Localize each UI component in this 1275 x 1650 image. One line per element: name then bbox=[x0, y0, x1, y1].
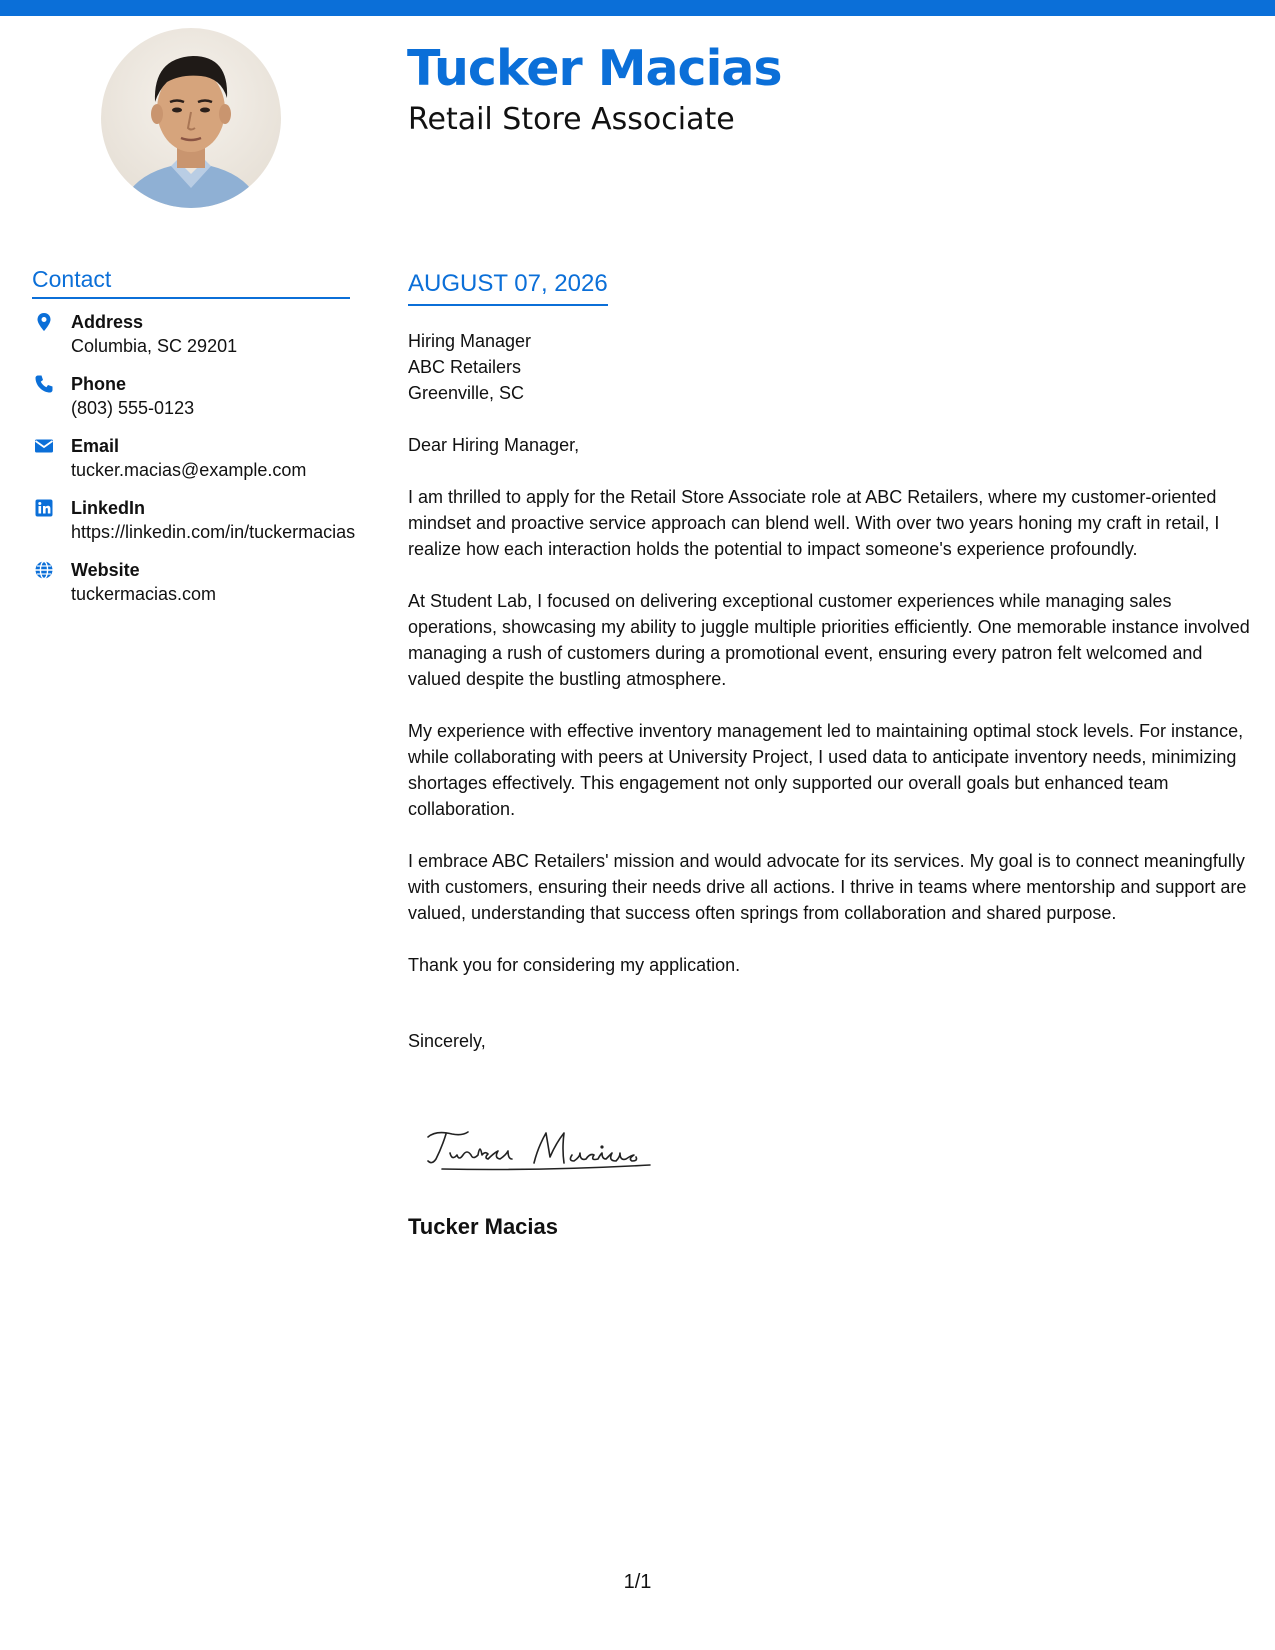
contact-item-address bbox=[32, 310, 362, 358]
website-link[interactable]: tuckermacias.com bbox=[71, 584, 217, 604]
signer-name: Tucker Macias bbox=[408, 1214, 559, 1239]
contact-label: LinkedIn bbox=[71, 498, 146, 518]
location-pin-icon bbox=[34, 312, 54, 332]
globe-icon bbox=[34, 560, 54, 580]
linkedin-icon bbox=[34, 498, 54, 518]
recipient-line: Hiring Manager bbox=[408, 331, 532, 351]
linkedin-link[interactable]: https://linkedin.com/in/tuckermacias bbox=[71, 522, 356, 542]
body-paragraph: Thank you for considering my application. bbox=[408, 955, 741, 975]
contact-item-website bbox=[32, 558, 362, 606]
body-paragraph: At Student Lab, I focused on delivering exceptional customer experiences while managing sales operations, showcasing my ability to juggle multiple priorities efficiently. One memorable instance involved managing a rush of customers during a promotional event, ensuring every patron felt welcomed and valued despite the bustling atmosphere. bbox=[408, 591, 1250, 689]
contact-item-linkedin bbox=[32, 496, 362, 544]
top-accent-bar bbox=[0, 0, 1275, 16]
closing: Sincerely, bbox=[408, 1031, 486, 1051]
contact-item-phone bbox=[32, 372, 362, 420]
body-paragraph: I am thrilled to apply for the Retail Store Associate role at ABC Retailers, where my customer-oriented mindset and proactive service approach can blend well. With over two years honing my craft in retail, I realize how each interaction holds the potential to impact someone's experience profoundly. bbox=[408, 487, 1220, 559]
phone-value: (803) 555-0123 bbox=[71, 398, 195, 418]
letter-body bbox=[408, 328, 1253, 1054]
job-title: Retail Store Associate bbox=[408, 102, 735, 137]
contact-label: Website bbox=[71, 560, 140, 580]
address-value: Columbia, SC 29201 bbox=[71, 336, 238, 356]
email-icon bbox=[34, 436, 54, 456]
body-paragraph: I embrace ABC Retailers' mission and would advocate for its services. My goal is to connect meaningfully with customers, ensuring their needs drive all actions. I thrive in teams where mentorship and support are valued, understanding that success often springs from collaboration and shared purpose. bbox=[408, 851, 1247, 923]
phone-icon bbox=[34, 374, 54, 394]
recipient-line: Greenville, SC bbox=[408, 383, 525, 403]
contact-label: Email bbox=[71, 436, 120, 456]
page-number: 1/1 bbox=[623, 1571, 652, 1593]
letter-date: AUGUST 07, 2026 bbox=[408, 270, 608, 306]
handwritten-signature bbox=[422, 1125, 662, 1175]
recipient-line: ABC Retailers bbox=[408, 357, 522, 377]
contact-list bbox=[32, 310, 362, 620]
profile-photo bbox=[101, 28, 281, 208]
contact-label: Phone bbox=[71, 374, 127, 394]
contact-heading: Contact bbox=[32, 266, 350, 299]
contact-label: Address bbox=[71, 312, 144, 332]
body-paragraph: My experience with effective inventory management led to maintaining optimal stock levels. For instance, while collaborating with peers at University Project, I used data to anticipate inventory needs, minimizing shortages effectively. This engagement not only supported our overall goals but enhanced team collaboration. bbox=[408, 721, 1244, 819]
contact-item-email bbox=[32, 434, 362, 482]
email-link[interactable]: tucker.macias@example.com bbox=[71, 460, 307, 480]
salutation: Dear Hiring Manager, bbox=[408, 435, 580, 455]
recipient-block bbox=[408, 328, 1253, 406]
applicant-name: Tucker Macias bbox=[407, 40, 782, 97]
